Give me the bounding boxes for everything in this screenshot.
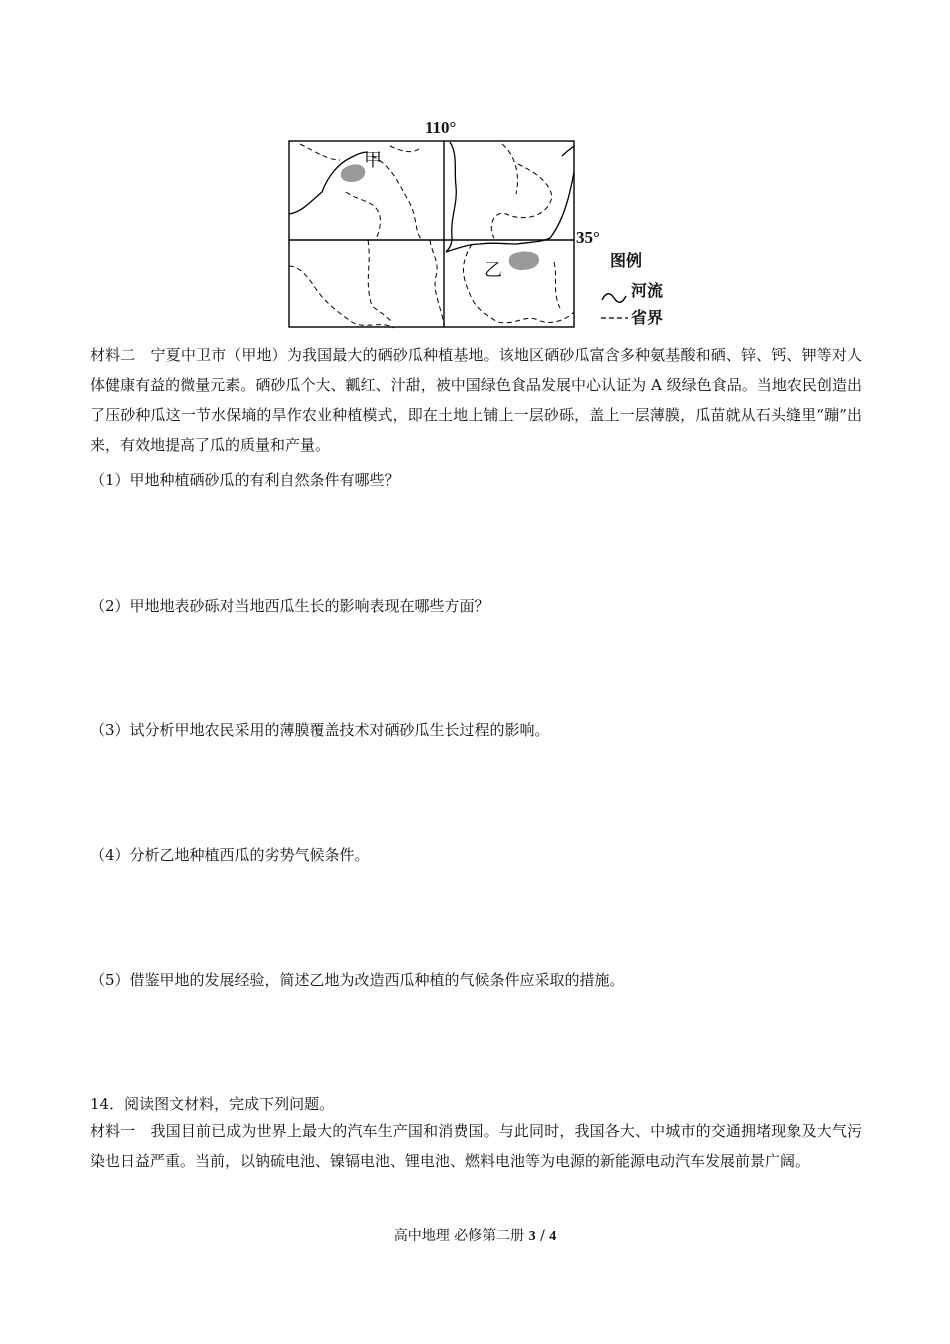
legend-title: 图例: [610, 251, 643, 270]
question-5: （5）借鉴甲地的发展经验，简述乙地为改造西瓜种植的气候条件应采取的措施。: [90, 971, 625, 989]
place-label-yi: 乙: [484, 260, 502, 281]
question-4: （4）分析乙地种植西瓜的劣势气候条件。: [90, 846, 370, 864]
river-middle: [446, 142, 456, 252]
question-3: （3）试分析甲地农民采用的薄膜覆盖技术对硒砂瓜生长过程的影响。: [90, 721, 550, 739]
river-upper-left: [289, 152, 368, 214]
map-frame: [289, 141, 574, 327]
legend-river-label: 河流: [631, 281, 664, 300]
material-two-paragraph: 材料二 宁夏中卫市（甲地）为我国最大的硒砂瓜种植基地。该地区硒砂瓜富含多种氨基酸和硒、锌、钙、钾等对人体健康有益的微量元素。硒砂瓜个大、瓤红、汁甜，被中国绿色食品发展中心认证为 A 级绿色食品。当地农民创造出了压砂种瓜这一节水保墒的旱作农业种植模式，即在土地上铺上一层砂砾，盖上一层薄膜，瓜苗就从石头缝里“蹦”出来，有效地提高了瓜的质量和产量。: [90, 346, 862, 454]
question-1: （1）甲地种植硒砂瓜的有利自然条件有哪些？: [90, 471, 400, 489]
question-2: （2）甲地地表砂砾对当地西瓜生长的影响表现在哪些方面？: [90, 597, 490, 615]
province-borders: [289, 144, 574, 328]
longitude-label: 110°: [425, 118, 457, 137]
melon-area-jia: [341, 164, 366, 182]
question-14-material-one: 材料一 我国目前已成为世界上最大的汽车生产国和消费国。与此同时，我国各大、中城市的交通拥堵现象及大气污染也日益严重。当前，以钠硫电池、镍镉电池、锂电池、燃料电池等为电源的新能源电动汽车发展前景广阔。: [90, 1122, 862, 1170]
place-label-jia: 甲: [364, 150, 382, 171]
footer-separator: /: [540, 1228, 545, 1244]
footer-subject: 高中地理 必修第二册: [393, 1228, 525, 1244]
legend-border-label: 省界: [631, 308, 664, 327]
page-footer: [0, 1225, 950, 1245]
legend-river-symbol: [602, 294, 626, 303]
footer-page-number: 3: [528, 1229, 536, 1244]
melon-area-yi: [509, 252, 539, 271]
footer-total-pages: 4: [549, 1229, 557, 1244]
question-14-title: 14．阅读图文材料，完成下列问题。: [90, 1095, 335, 1113]
map-figure: [280, 116, 680, 338]
river-stub: [562, 146, 574, 156]
map-drawing: [280, 116, 680, 338]
latitude-label: 35°: [576, 228, 600, 247]
